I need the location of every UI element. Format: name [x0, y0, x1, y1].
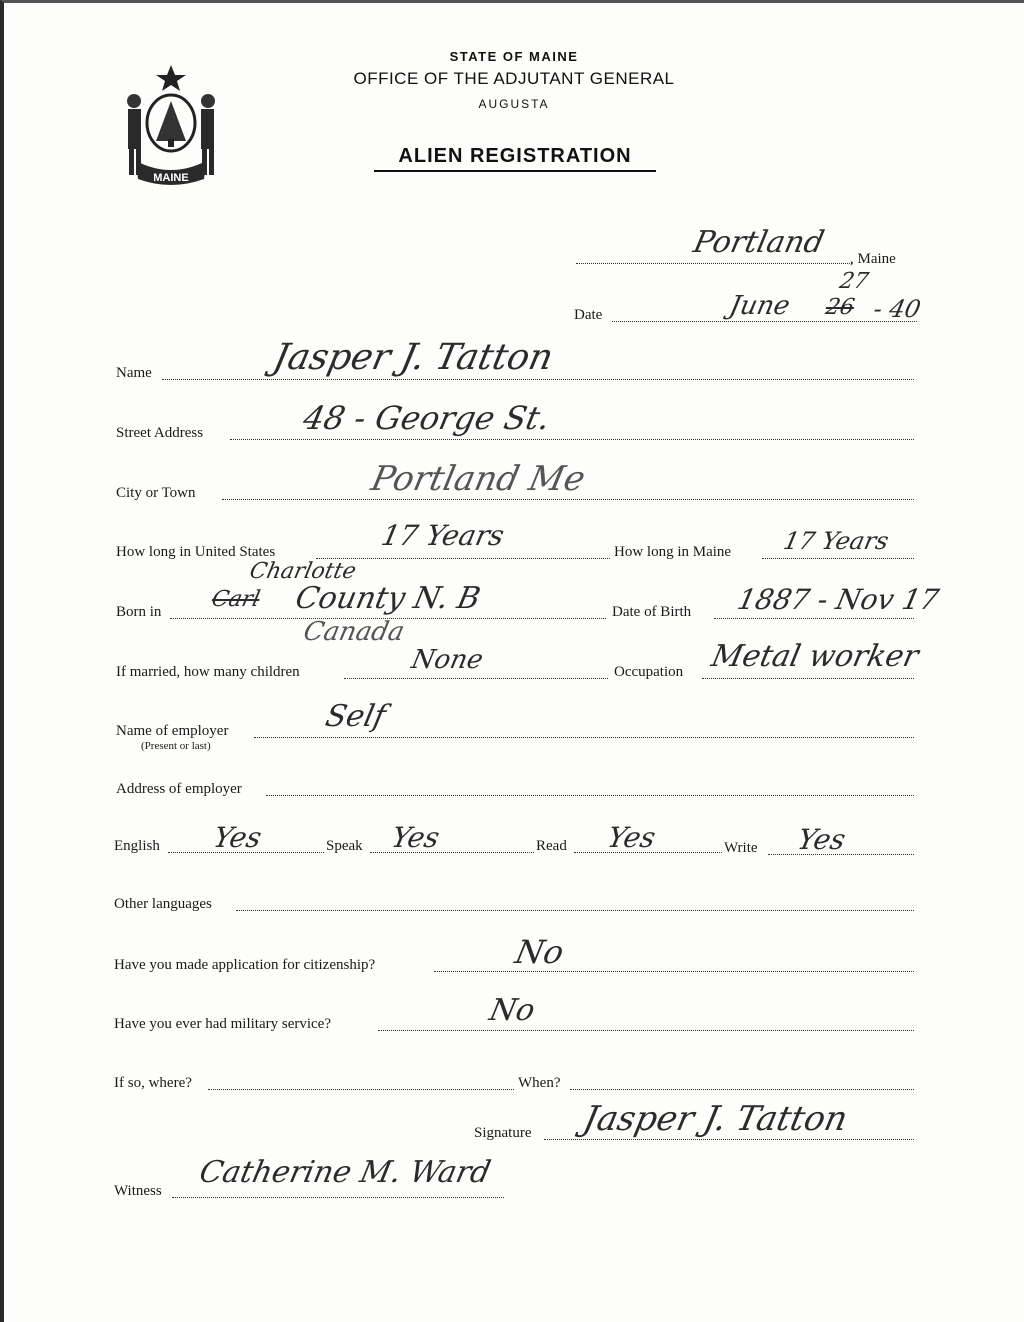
witness-label: Witness: [114, 1183, 162, 1199]
maine-seal-icon: [116, 61, 226, 191]
name-line: [162, 379, 914, 380]
date-year: - 40: [871, 295, 924, 323]
write-value: Yes: [794, 823, 849, 856]
street-line: [230, 439, 914, 440]
birth-date-line: [714, 618, 914, 619]
children-label: If married, how many children: [116, 664, 300, 680]
where-label: If so, where?: [114, 1075, 192, 1091]
city-label: City or Town: [116, 485, 196, 501]
english-value: Yes: [210, 821, 265, 854]
us-duration-label: How long in United States: [116, 544, 276, 560]
military-line: [378, 1030, 914, 1031]
birth-date-label: Date of Birth: [612, 604, 692, 620]
speak-value: Yes: [388, 821, 443, 854]
citizenship-label: Have you made application for citizenship?: [114, 957, 376, 973]
date-day-corrected: 27: [837, 269, 871, 294]
read-label: Read: [536, 838, 567, 854]
street-value: 48 - George St.: [299, 399, 554, 437]
birth-date-value: 1887 - Nov 17: [734, 583, 942, 616]
military-value: No: [486, 993, 539, 1028]
witness-line: [172, 1197, 504, 1198]
location-line: [576, 263, 852, 264]
occupation-value: Metal worker: [708, 639, 922, 674]
signature-label: Signature: [474, 1125, 532, 1141]
english-label: English: [114, 838, 160, 854]
location-value: Portland: [690, 225, 828, 260]
military-label: Have you ever had military service?: [114, 1016, 331, 1032]
us-duration-value: 17 Years: [378, 519, 508, 552]
date-day-original: 26: [823, 295, 857, 320]
children-line: [344, 678, 608, 679]
read-value: Yes: [604, 821, 659, 854]
date-month: June: [726, 291, 793, 321]
header-city: AUGUSTA: [478, 97, 550, 111]
employer-address-line: [266, 795, 914, 796]
born-struck: Carl: [209, 587, 263, 612]
witness-value: Catherine M. Ward: [196, 1155, 494, 1190]
when-line: [570, 1089, 914, 1090]
city-line: [222, 499, 914, 500]
signature-value: Jasper J. Tatton: [579, 1099, 852, 1139]
name-label: Name: [116, 365, 152, 381]
employer-line: [254, 737, 914, 738]
when-label: When?: [518, 1075, 561, 1091]
other-languages-line: [236, 910, 914, 911]
born-label: Born in: [116, 604, 162, 620]
occupation-label: Occupation: [614, 664, 684, 680]
name-value: Jasper J. Tatton: [269, 337, 557, 378]
write-label: Write: [724, 840, 758, 856]
children-value: None: [408, 645, 486, 675]
employer-label: Name of employer: [116, 723, 229, 739]
citizenship-value: No: [511, 933, 568, 971]
street-label: Street Address: [116, 425, 204, 441]
date-label: Date: [574, 307, 603, 323]
born-below: Canada: [300, 617, 407, 647]
other-languages-label: Other languages: [114, 896, 212, 912]
header-state: STATE OF MAINE: [449, 49, 579, 64]
citizenship-line: [434, 971, 914, 972]
employer-value: Self: [322, 699, 389, 734]
occupation-line: [702, 678, 914, 679]
employer-sublabel: (Present or last): [141, 740, 211, 752]
location-suffix: , Maine: [850, 251, 896, 267]
maine-duration-value: 17 Years: [781, 527, 892, 555]
signature-line: [544, 1139, 914, 1140]
employer-address-label: Address of employer: [116, 781, 242, 797]
born-value: County N. B: [292, 581, 484, 616]
header-office: OFFICE OF THE ADJUTANT GENERAL: [353, 69, 675, 88]
speak-label: Speak: [326, 838, 363, 854]
city-value: Portland Me: [367, 459, 589, 499]
seal-banner-text: MAINE: [153, 172, 189, 184]
form-title: ALIEN REGISTRATION: [374, 145, 656, 172]
born-above: Charlotte: [247, 559, 359, 584]
us-duration-line: [316, 558, 610, 559]
maine-duration-label: How long in Maine: [614, 544, 732, 560]
where-line: [208, 1089, 514, 1090]
maine-duration-line: [762, 558, 914, 559]
